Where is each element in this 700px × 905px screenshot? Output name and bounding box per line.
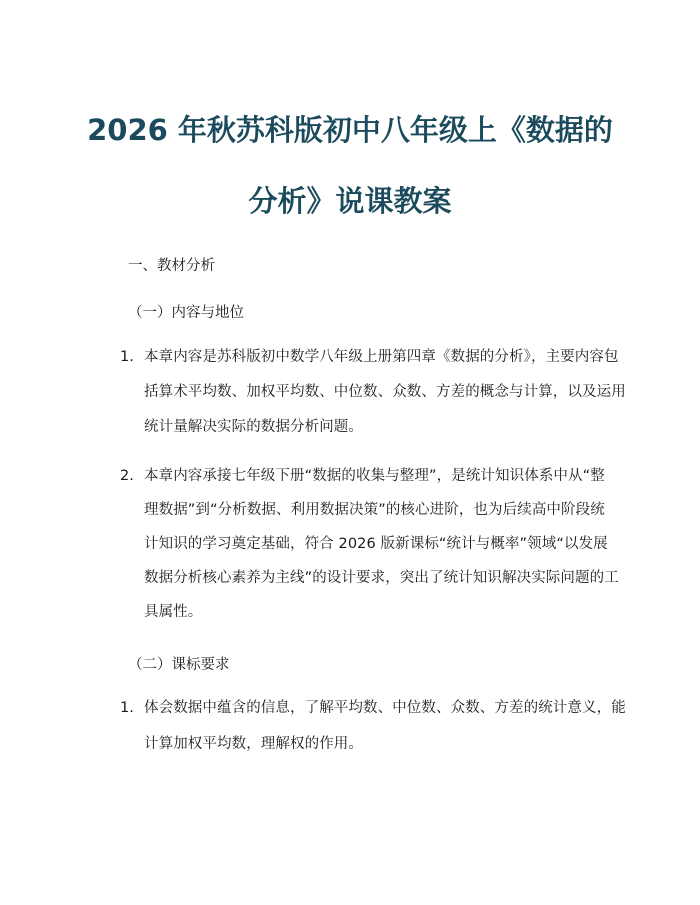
list-item-number: 1. [120, 700, 134, 716]
list-item-number: 1. [120, 349, 134, 365]
list-item-line: 计知识的学习奠定基础，符合 2026 版新课标“统计与概率”领域“以发展 [144, 536, 608, 552]
list-item-line: 计算加权平均数，理解权的作用。 [144, 736, 363, 752]
list-item-line: 本章内容承接七年级下册“数据的收集与整理”，是统计知识体系中从“整 [144, 468, 605, 484]
list-item-line: 本章内容是苏科版初中数学八年级上册第四章《数据的分析》，主要内容包 [144, 349, 619, 365]
section-heading-textbook-analysis: 一、教材分析 [128, 258, 215, 274]
list-item-line: 统计量解决实际的数据分析问题。 [144, 419, 363, 435]
document-title-line-1: 2026 年秋苏科版初中八年级上《数据的 [87, 113, 613, 147]
subsection-heading-content-and-position: （一）内容与地位 [128, 305, 244, 321]
subsection-heading-curriculum-requirements: （二）课标要求 [128, 657, 230, 673]
list-item-line: 体会数据中蕴含的信息，了解平均数、中位数、众数、方差的统计意义，能 [144, 700, 626, 716]
list-item-number: 2. [120, 468, 134, 484]
list-item-line: 具属性。 [144, 604, 203, 620]
list-item-line: 理数据”到“分析数据、利用数据决策”的核心进阶，也为后续高中阶段统 [144, 502, 605, 518]
list-item-line: 数据分析核心素养为主线”的设计要求，突出了统计知识解决实际问题的工 [144, 570, 619, 586]
document-title-line-2: 分析》说课教案 [248, 184, 452, 218]
list-item-line: 括算术平均数、加权平均数、中位数、众数、方差的概念与计算，以及运用 [144, 384, 626, 400]
